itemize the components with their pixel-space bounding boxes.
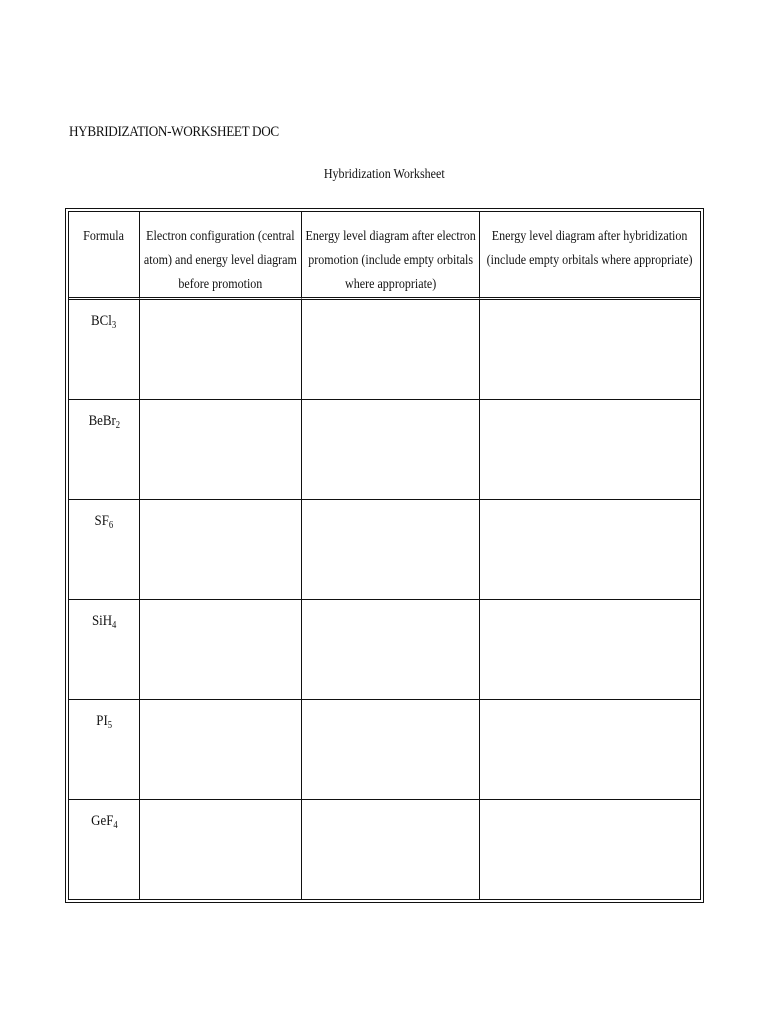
table-row xyxy=(69,800,700,899)
answer-cell-before-promotion[interactable] xyxy=(140,600,302,700)
formula-cell xyxy=(69,500,140,600)
answer-cell-after-hybridization[interactable] xyxy=(480,500,700,600)
formula-cell xyxy=(69,400,140,500)
hybridization-table xyxy=(68,211,701,900)
formula-text: SiH$_4$ xyxy=(91,613,117,631)
formula-text: BCl$_3$ xyxy=(91,313,117,331)
formula-cell xyxy=(69,800,140,899)
answer-cell-after-hybridization[interactable] xyxy=(480,600,700,700)
formula-text: BeBr$_2$ xyxy=(88,413,120,431)
column-header-after-hybridization: Energy level diagram after hybridization (include empty orbitals where appropriate) xyxy=(480,212,700,300)
formula-cell xyxy=(69,700,140,800)
formula-cell xyxy=(69,300,140,400)
answer-cell-after-promotion[interactable] xyxy=(302,500,480,600)
answer-cell-after-promotion[interactable] xyxy=(302,700,480,800)
column-header-before-promotion: Electron configuration (central atom) and energy level diagram before promotion xyxy=(140,212,302,300)
table-row xyxy=(69,600,700,700)
answer-cell-before-promotion[interactable] xyxy=(140,400,302,500)
answer-cell-before-promotion[interactable] xyxy=(140,800,302,899)
formula-text: $PI_5$ xyxy=(96,713,112,731)
table-row xyxy=(69,700,700,800)
document-title xyxy=(0,167,768,183)
answer-cell-before-promotion[interactable] xyxy=(140,700,302,800)
table-row xyxy=(69,400,700,500)
table-row xyxy=(69,500,700,600)
formula-text: GeF$_4$ xyxy=(90,813,118,831)
answer-cell-before-promotion[interactable] xyxy=(140,300,302,400)
document-title-text: Hybridization Worksheet xyxy=(323,167,445,182)
document-header: HYBRIDIZATION-WORKSHEET DOC xyxy=(69,124,279,140)
answer-cell-after-promotion[interactable] xyxy=(302,300,480,400)
answer-cell-after-hybridization[interactable] xyxy=(480,300,700,400)
table-row xyxy=(69,300,700,400)
answer-cell-after-promotion[interactable] xyxy=(302,400,480,500)
answer-cell-after-hybridization[interactable] xyxy=(480,700,700,800)
answer-cell-before-promotion[interactable] xyxy=(140,500,302,600)
answer-cell-after-promotion[interactable] xyxy=(302,800,480,899)
formula-cell xyxy=(69,600,140,700)
table-header-row xyxy=(69,212,700,300)
column-header-formula: Formula xyxy=(69,212,140,300)
column-header-after-promotion: Energy level diagram after electron promotion (include empty orbitals where appropriate) xyxy=(302,212,480,300)
answer-cell-after-hybridization[interactable] xyxy=(480,800,700,899)
answer-cell-after-hybridization[interactable] xyxy=(480,400,700,500)
formula-text: $SF_6$ xyxy=(94,513,114,531)
answer-cell-after-promotion[interactable] xyxy=(302,600,480,700)
